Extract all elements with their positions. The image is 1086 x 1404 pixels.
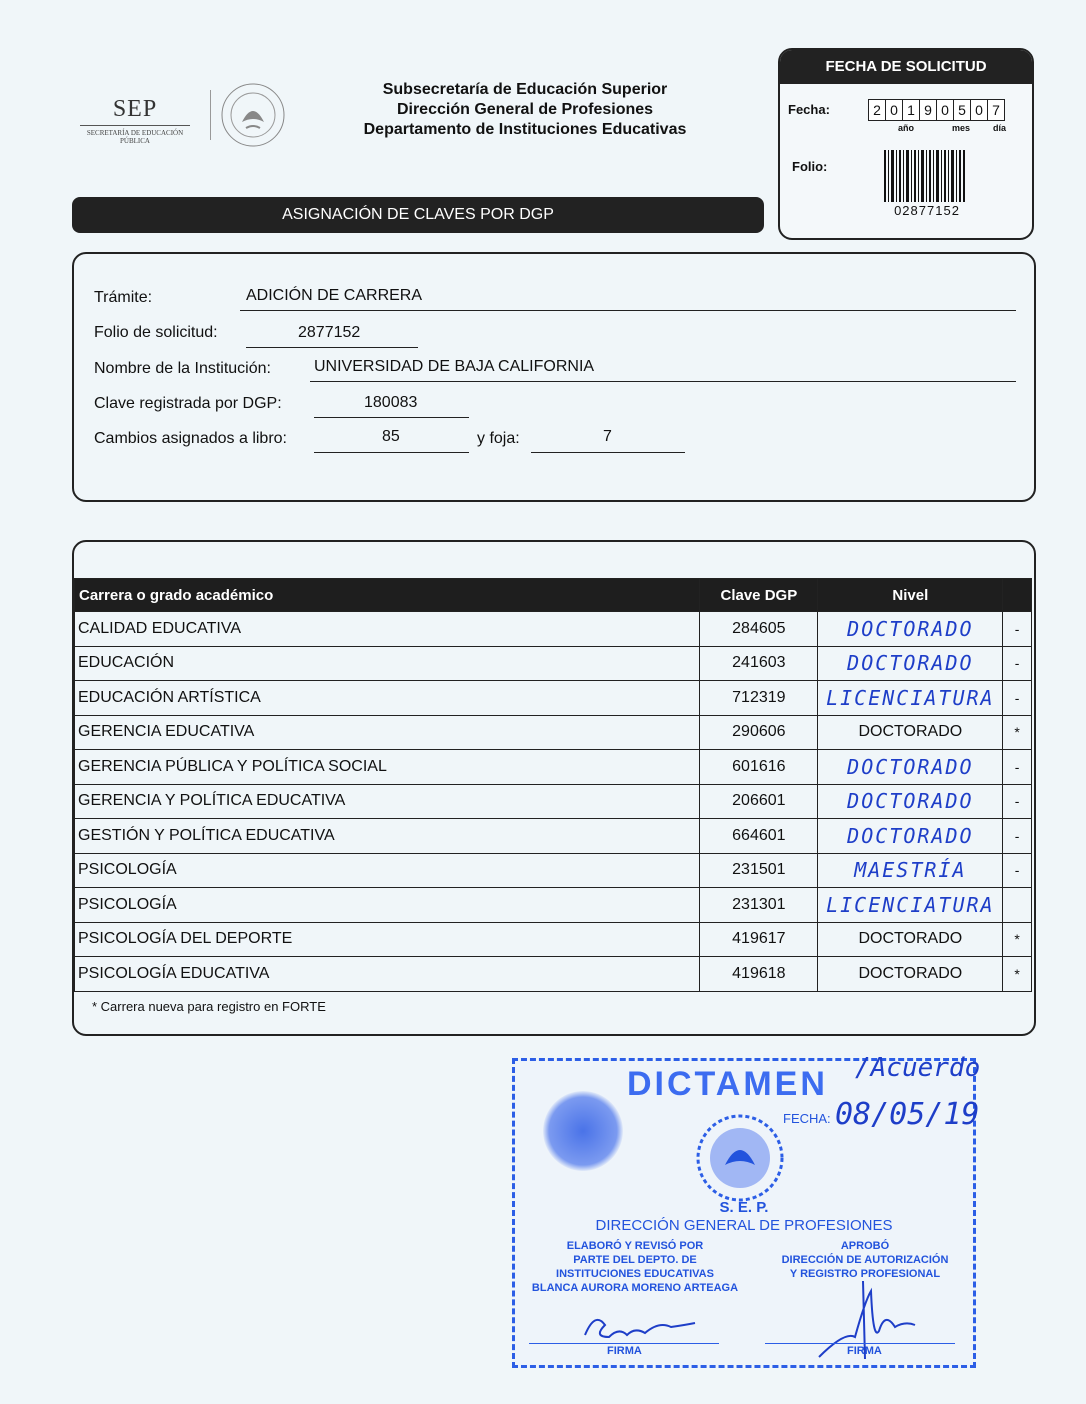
footnote: * Carrera nueva para registro en FORTE [92, 999, 326, 1014]
tramite-label: Trámite: [94, 289, 153, 306]
signature-left-icon [575, 1307, 705, 1347]
nivel-cell: DOCTORADO [818, 922, 1003, 957]
stamp-elaboro-line: INSTITUCIONES EDUCATIVAS [556, 1268, 714, 1280]
clave-cell: 712319 [700, 681, 818, 716]
forte-mark-cell: - [1003, 646, 1032, 681]
barcode-number: 02877152 [894, 203, 960, 218]
header-line-2: Dirección General de Profesiones [396, 101, 654, 118]
table-row [75, 819, 1032, 854]
nivel-cell: DOCTORADO [818, 715, 1003, 750]
nivel-cell: LICENCIATURA [818, 681, 1003, 716]
nivel-cell: DOCTORADO [818, 612, 1003, 647]
nivel-cell: MAESTRÍA [818, 853, 1003, 888]
table-row [75, 715, 1032, 750]
stamp-aprobo-line: APROBÓ [840, 1240, 890, 1252]
forte-mark-cell [1003, 888, 1032, 923]
sep-logo [80, 96, 190, 145]
table-row [75, 612, 1032, 647]
fecha-label: Fecha: [788, 102, 830, 117]
dictamen-stamp [512, 1053, 981, 1368]
fecha-digit: 0 [937, 100, 954, 120]
forte-mark-cell: * [1003, 922, 1032, 957]
forte-mark-cell: - [1003, 750, 1032, 785]
table-row [75, 681, 1032, 716]
table-row [75, 957, 1032, 992]
fecha-digit: 5 [954, 100, 971, 120]
libro-value: 85 [382, 428, 400, 445]
sep-seal-icon [695, 1113, 785, 1203]
nivel-cell: DOCTORADO [818, 957, 1003, 992]
institucion-value: UNIVERSIDAD DE BAJA CALIFORNIA [314, 358, 595, 375]
nivel-cell: DOCTORADO [818, 819, 1003, 854]
folio-label: Folio: [792, 159, 828, 174]
carrera-cell: GESTIÓN Y POLÍTICA EDUCATIVA [75, 819, 700, 854]
section-banner: ASIGNACIÓN DE CLAVES POR DGP [72, 197, 764, 233]
barcode-icon [884, 150, 966, 202]
stamp-fecha-label: FECHA: [783, 1111, 831, 1126]
header-carrera: Carrera o grado académico [75, 579, 700, 612]
firma-label-right: FIRMA [847, 1345, 882, 1357]
clave-registrada-label: Clave registrada por DGP: [94, 395, 282, 412]
fecha-digit: 7 [988, 100, 1004, 120]
clave-registrada-value: 180083 [364, 394, 418, 411]
firma-label-left: FIRMA [607, 1345, 642, 1357]
logo-divider [210, 90, 211, 140]
fecha-digit: 0 [971, 100, 988, 120]
fecha-digit: 0 [886, 100, 903, 120]
clave-cell: 601616 [700, 750, 818, 785]
folio-underline [246, 347, 418, 348]
clave-cell: 664601 [700, 819, 818, 854]
stamp-elaboro-line: ELABORÓ Y REVISÓ POR [566, 1240, 704, 1252]
stamp-elaboro-line: PARTE DEL DEPTO. DE [573, 1254, 697, 1266]
table-row [75, 853, 1032, 888]
clave-cell: 206601 [700, 784, 818, 819]
carrera-cell: PSICOLOGÍA [75, 888, 700, 923]
clave-cell: 231501 [700, 853, 818, 888]
sep-logo-text: SEP [112, 96, 158, 122]
nivel-cell: DOCTORADO [818, 750, 1003, 785]
folio-solicitud-label: Folio de solicitud: [94, 324, 218, 341]
carrera-cell: GERENCIA PÚBLICA Y POLÍTICA SOCIAL [75, 750, 700, 785]
stamp-aprobo-line: Y REGISTRO PROFESIONAL [789, 1268, 941, 1280]
table-row [75, 646, 1032, 681]
fecha-solicitud-box [778, 48, 1034, 240]
clave-cell: 284605 [700, 612, 818, 647]
clave-underline [314, 417, 469, 418]
libro-label: Cambios asignados a libro: [94, 430, 287, 447]
fecha-digit: 1 [903, 100, 920, 120]
stamp-direccion: DIRECCIÓN GENERAL DE PROFESIONES [595, 1217, 893, 1234]
institucion-underline [310, 381, 1016, 382]
fecha-digits [868, 99, 1005, 121]
carreras-table [74, 578, 1032, 992]
foja-value: 7 [603, 428, 612, 445]
stamp-sep: S. E. P. [719, 1199, 769, 1216]
stamp-title: DICTAMEN [627, 1065, 828, 1103]
header-titles [330, 80, 720, 140]
forte-mark-cell: - [1003, 612, 1032, 647]
forte-mark-cell: * [1003, 957, 1032, 992]
anio-label: año [898, 123, 915, 133]
forte-mark-cell: * [1003, 715, 1032, 750]
stamp-aprobo-line: DIRECCIÓN DE AUTORIZACIÓN [781, 1254, 949, 1266]
foja-label: y foja: [477, 430, 520, 447]
carrera-cell: GERENCIA Y POLÍTICA EDUCATIVA [75, 784, 700, 819]
mexico-seal-icon [220, 82, 286, 148]
clave-cell: 419618 [700, 957, 818, 992]
header-clave: Clave DGP [700, 579, 818, 612]
mes-label: mes [952, 123, 971, 133]
stamp-fecha-value: 08/05/19 [835, 1097, 980, 1132]
forte-mark-cell: - [1003, 853, 1032, 888]
libro-underline [314, 452, 469, 453]
sep-logo-subtitle: SECRETARÍA DE EDUCACIÓN PÚBLICA [86, 129, 184, 145]
table-row [75, 784, 1032, 819]
fecha-box-title: FECHA DE SOLICITUD [780, 50, 1032, 84]
header-nivel: Nivel [818, 579, 1003, 612]
table-row [75, 750, 1032, 785]
forte-mark-cell: - [1003, 681, 1032, 716]
tramite-value: ADICIÓN DE CARRERA [246, 287, 423, 304]
forte-mark-cell: - [1003, 784, 1032, 819]
fecha-digit: 9 [920, 100, 937, 120]
stamp-aprobo [765, 1239, 965, 1281]
table-row [75, 922, 1032, 957]
clave-cell: 231301 [700, 888, 818, 923]
stamp-elaboro [525, 1239, 745, 1295]
header-mark [1003, 579, 1032, 612]
foja-underline [531, 452, 685, 453]
table-row [75, 888, 1032, 923]
header-line-1: Subsecretaría de Educación Superior [382, 81, 668, 98]
ink-blot-icon [543, 1091, 623, 1171]
nivel-cell: DOCTORADO [818, 646, 1003, 681]
clave-cell: 290606 [700, 715, 818, 750]
institucion-label: Nombre de la Institución: [94, 360, 271, 377]
tramite-underline [240, 310, 1016, 311]
nivel-cell: LICENCIATURA [818, 888, 1003, 923]
clave-cell: 241603 [700, 646, 818, 681]
dia-label: día [993, 123, 1007, 133]
forte-mark-cell: - [1003, 819, 1032, 854]
header-line-3: Departamento de Instituciones Educativas [363, 121, 687, 138]
carrera-cell: PSICOLOGÍA DEL DEPORTE [75, 922, 700, 957]
carrera-cell: EDUCACIÓN ARTÍSTICA [75, 681, 700, 716]
firma-line-right [765, 1343, 955, 1344]
stamp-elaboro-line: BLANCA AURORA MORENO ARTEAGA [531, 1282, 739, 1294]
carrera-cell: PSICOLOGÍA [75, 853, 700, 888]
stamp-hand-title: /Acuerdo [855, 1053, 981, 1083]
firma-line-left [529, 1343, 719, 1344]
carrera-cell: CALIDAD EDUCATIVA [75, 612, 700, 647]
clave-cell: 419617 [700, 922, 818, 957]
fecha-digit: 2 [869, 100, 886, 120]
carrera-cell: EDUCACIÓN [75, 646, 700, 681]
folio-solicitud-value: 2877152 [298, 324, 361, 341]
carrera-cell: GERENCIA EDUCATIVA [75, 715, 700, 750]
nivel-cell: DOCTORADO [818, 784, 1003, 819]
carrera-cell: PSICOLOGÍA EDUCATIVA [75, 957, 700, 992]
